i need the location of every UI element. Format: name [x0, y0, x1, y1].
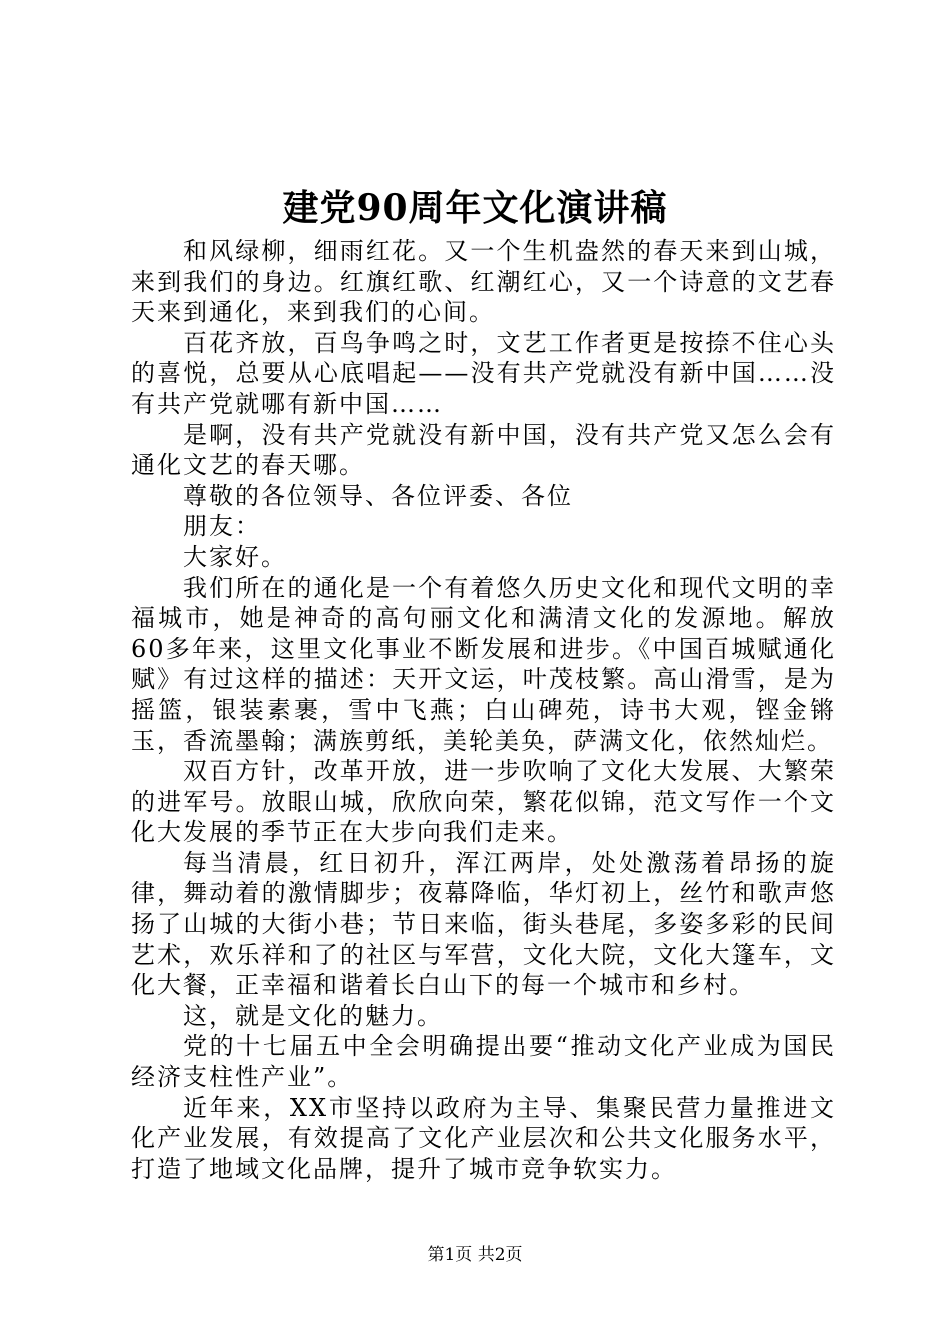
paragraph: 我们所在的通化是一个有着悠久历史文化和现代文明的幸福城市，她是神奇的高句丽文化和满清文化的发源地。解放60多年来，这里文化事业不断发展和进步。《中国百城赋通化赋》有过这样的描述：天开文运，叶茂枝繁。高山滑雪，是为摇篮，银装素裹，雪中飞燕；白山碑苑，诗书大观，铿金锵玉，香流墨翰；满族剪纸，美轮美奂，萨满文化，依然灿烂。 — [131, 573, 836, 755]
paragraph: 党的十七届五中全会明确提出要“推动文化产业成为国民经济支柱性产业”。 — [131, 1032, 836, 1092]
paragraph: 每当清晨，红日初升，浑江两岸，处处激荡着昂扬的旋律，舞动着的激情脚步；夜幕降临，华灯初上，丝竹和歌声悠扬了山城的大街小巷；节日来临，街头巷尾，多姿多彩的民间艺术，欢乐祥和了的社区与军营，文化大院，文化大篷车，文化大餐，正幸福和谐着长白山下的每一个城市和乡村。 — [131, 848, 836, 1000]
page-number-footer: 第1页 共2页 — [427, 1245, 523, 1265]
paragraph: 百花齐放，百鸟争鸣之时，文艺工作者更是按捺不住心头的喜悦，总要从心底唱起——没有共产党就没有新中国……没有共产党就哪有新中国…… — [131, 328, 836, 418]
paragraph: 近年来，XX市坚持以政府为主导、集聚民营力量推进文化产业发展，有效提高了文化产业层次和公共文化服务水平，打造了地域文化品牌，提升了城市竞争软实力。 — [131, 1093, 836, 1183]
document-title: 建党90周年文化演讲稿 — [282, 187, 668, 229]
paragraph: 尊敬的各位领导、各位评委、各位 — [183, 481, 573, 510]
paragraph: 朋友： — [183, 512, 261, 541]
paragraph: 双百方针，改革开放，进一步吹响了文化大发展、大繁荣的进军号。放眼山城，欣欣向荣，繁花似锦，范文写作一个文化大发展的季节正在大步向我们走来。 — [131, 757, 836, 847]
paragraph: 和风绿柳，细雨红花。又一个生机盎然的春天来到山城，来到我们的身边。红旗红歌、红潮红心，又一个诗意的文艺春天来到通化，来到我们的心间。 — [131, 237, 836, 327]
paragraph: 这，就是文化的魅力。 — [183, 1001, 443, 1030]
document-body — [131, 236, 836, 1184]
paragraph: 大家好。 — [183, 542, 287, 571]
paragraph: 是啊，没有共产党就没有新中国，没有共产党又怎么会有通化文艺的春天哪。 — [131, 420, 836, 480]
